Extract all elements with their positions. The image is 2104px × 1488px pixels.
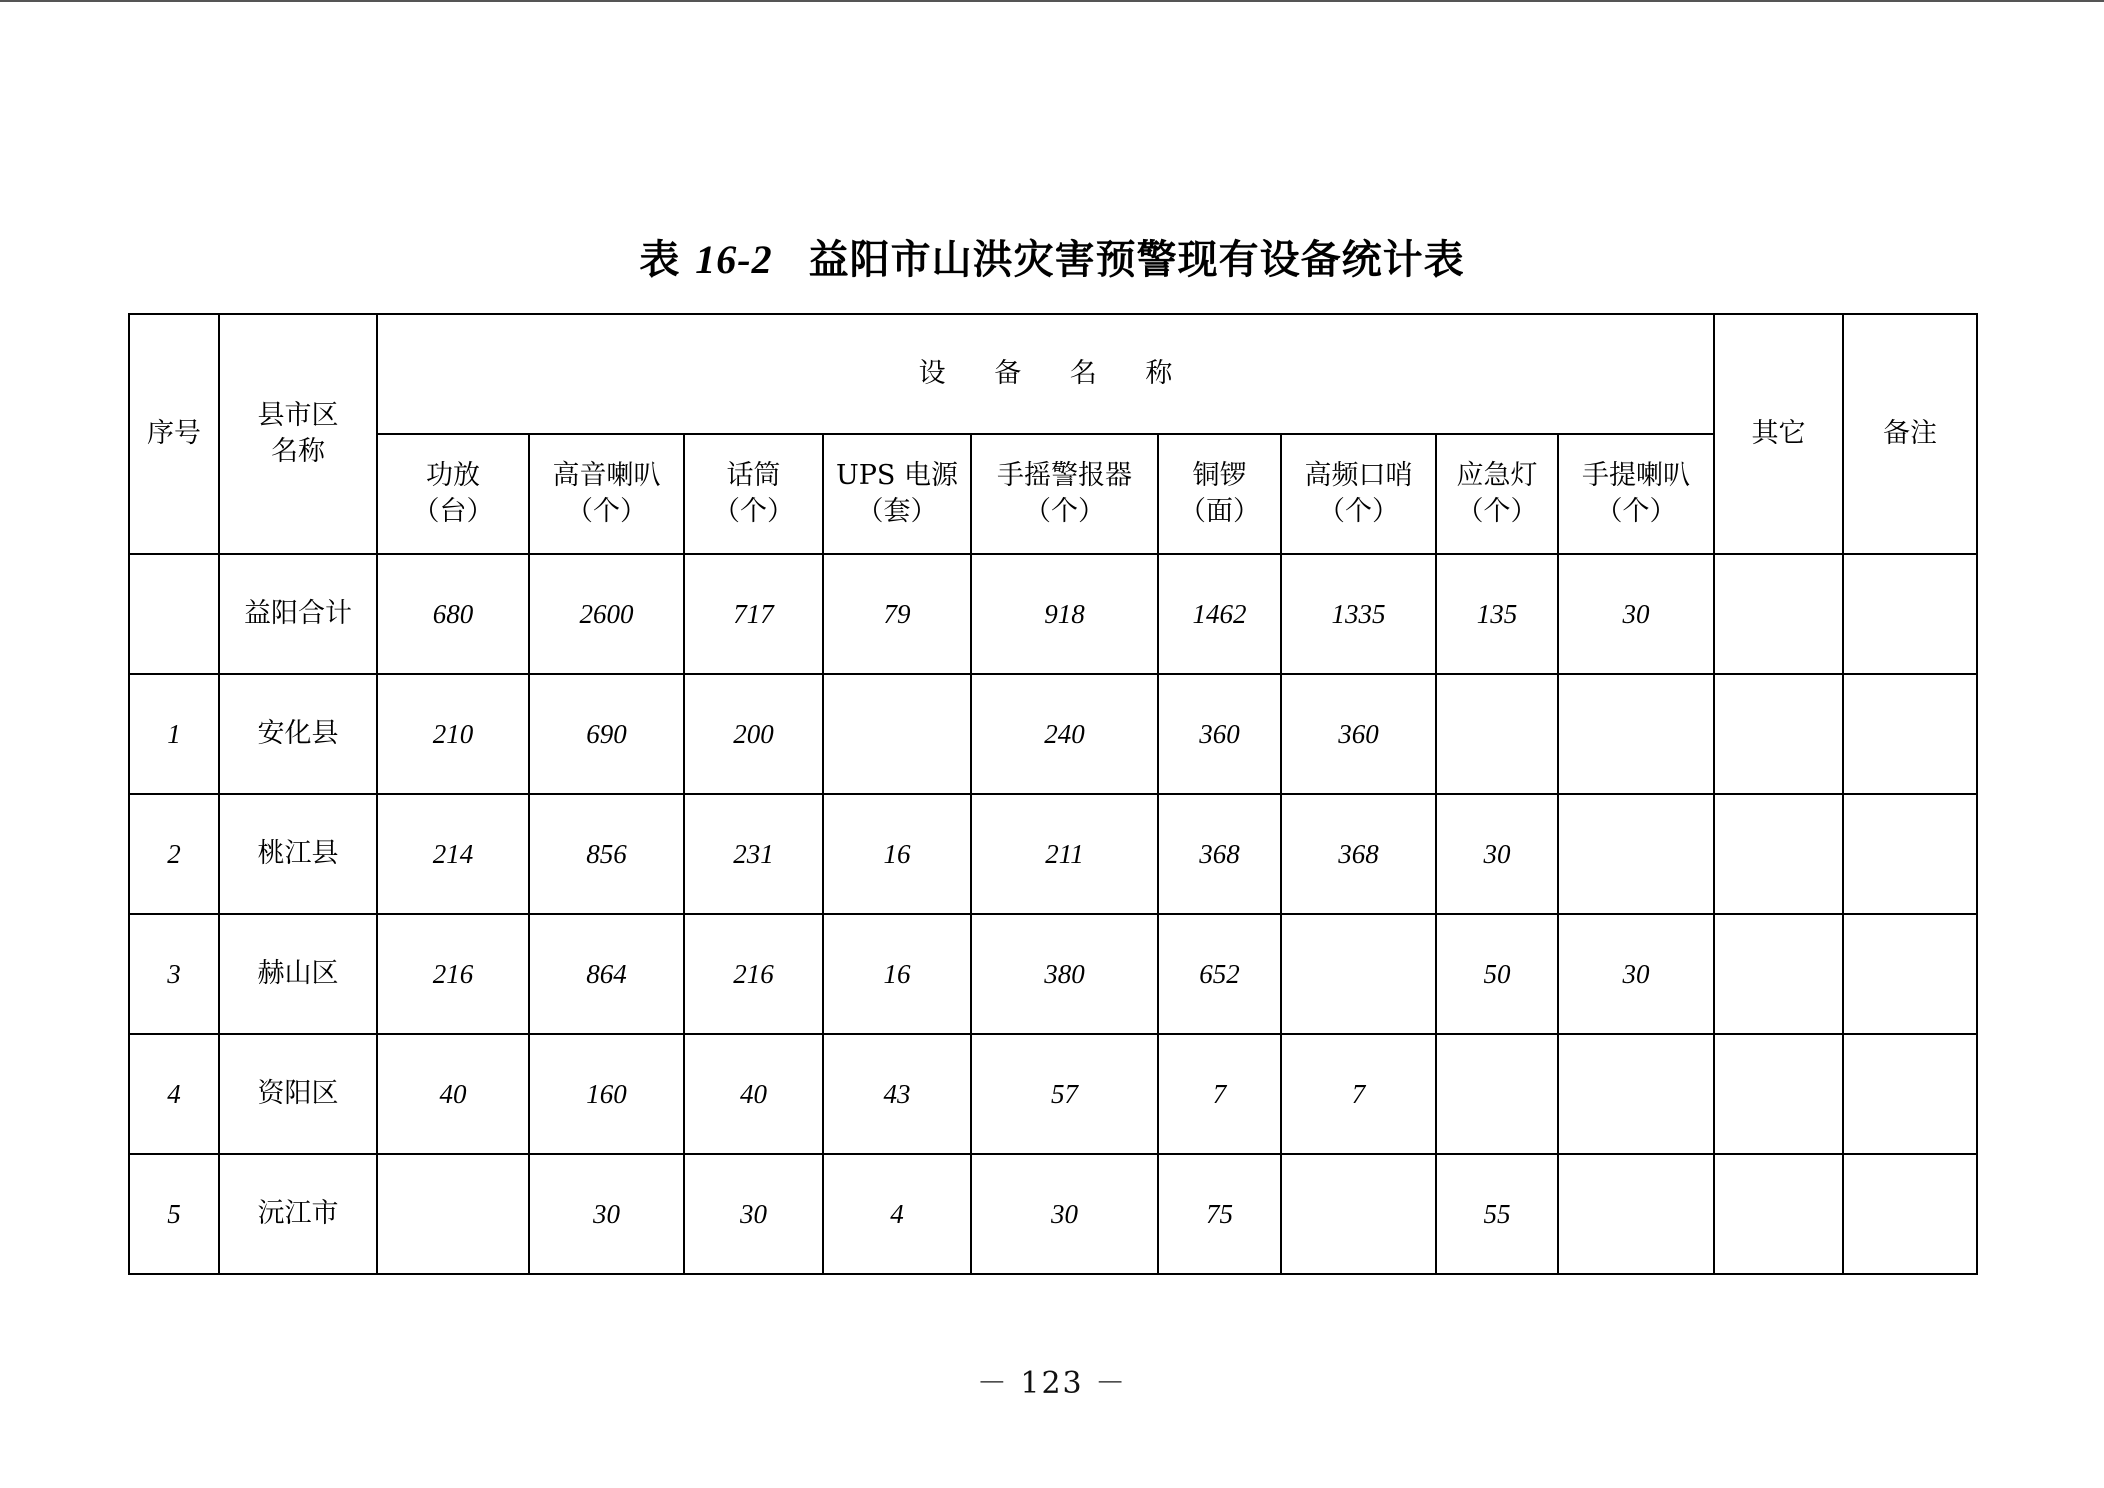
row-value-cell: 240 [971,674,1158,794]
table-row [129,1154,1977,1274]
equipment-name: 铜锣 [1192,460,1247,491]
row-value-cell: 50 [1436,914,1558,1034]
row-value-cell: 40 [684,1034,823,1154]
equipment-name: UPS 电源 [835,460,958,491]
table-title [0,228,2104,285]
row-value-cell: 30 [1558,914,1714,1034]
row-value-cell: 216 [684,914,823,1034]
row-value-cell: 360 [1281,674,1436,794]
row-value-cell: 690 [529,674,684,794]
row-value-cell [1281,1154,1436,1274]
row-seq: 5 [129,1154,219,1274]
table-row [129,554,1977,674]
row-value-cell: 57 [971,1034,1158,1154]
row-value-cell [377,1154,529,1274]
equipment-unit: （个） [1024,496,1105,527]
table-row [129,794,1977,914]
row-county-name: 安化县 [219,674,377,794]
row-value-cell: 1335 [1281,554,1436,674]
header-remark: 备注 [1843,314,1977,554]
row-value-cell: 1462 [1158,554,1281,674]
row-value-cell: 717 [684,554,823,674]
row-remark [1843,1034,1977,1154]
table-row [129,674,1977,794]
row-remark [1843,674,1977,794]
row-value-cell: 380 [971,914,1158,1034]
row-county-name: 资阳区 [219,1034,377,1154]
row-value-cell: 160 [529,1034,684,1154]
row-value-cell: 360 [1158,674,1281,794]
equipment-unit: （套） [856,496,938,527]
equipment-name: 高频口哨 [1304,460,1413,491]
row-other [1714,914,1843,1034]
row-value-cell: 211 [971,794,1158,914]
header-seq: 序号 [129,314,219,554]
header-other: 其它 [1714,314,1843,554]
row-value-cell: 200 [684,674,823,794]
table-body [129,554,1977,1274]
row-county-name: 益阳合计 [219,554,377,674]
row-seq: 3 [129,914,219,1034]
equipment-name: 功放 [426,460,480,491]
header-row-1 [129,314,1977,434]
row-value-cell [1436,674,1558,794]
equipment-unit: （个） [1456,496,1538,527]
row-seq: 4 [129,1034,219,1154]
row-seq [129,554,219,674]
row-value-cell [1558,1034,1714,1154]
row-value-cell: 30 [1558,554,1714,674]
row-value-cell: 30 [529,1154,684,1274]
header-row-2 [129,434,1977,554]
row-value-cell: 864 [529,914,684,1034]
row-value-cell: 368 [1281,794,1436,914]
equipment-unit: （台） [412,496,494,527]
row-value-cell: 216 [377,914,529,1034]
row-county-name: 赫山区 [219,914,377,1034]
row-value-cell: 4 [823,1154,971,1274]
row-value-cell: 231 [684,794,823,914]
row-value-cell: 16 [823,794,971,914]
row-value-cell: 7 [1281,1034,1436,1154]
equipment-statistics-table [128,313,1978,1275]
row-remark [1843,914,1977,1034]
row-value-cell [1558,794,1714,914]
header-county-line2: 名称 [271,436,325,467]
row-value-cell: 135 [1436,554,1558,674]
row-other [1714,554,1843,674]
row-county-name: 沅江市 [219,1154,377,1274]
row-value-cell [1281,914,1436,1034]
table-row [129,914,1977,1034]
row-value-cell: 7 [1158,1034,1281,1154]
row-value-cell [1436,1034,1558,1154]
row-value-cell: 30 [1436,794,1558,914]
title-prefix: 表 [639,236,681,283]
header-county-line1: 县市区 [257,400,339,431]
row-other [1714,1034,1843,1154]
header-equipment-7 [1281,434,1436,554]
header-equipment-4 [823,434,971,554]
title-text: 益阳市山洪灾害预警现有设备统计表 [808,236,1465,283]
equipment-unit: （个） [713,496,794,527]
header-equipment-9 [1558,434,1714,554]
row-value-cell: 210 [377,674,529,794]
header-county [219,314,377,554]
row-value-cell: 918 [971,554,1158,674]
row-value-cell [823,674,971,794]
row-other [1714,794,1843,914]
row-value-cell: 680 [377,554,529,674]
row-value-cell: 75 [1158,1154,1281,1274]
row-other [1714,674,1843,794]
header-equipment-5 [971,434,1158,554]
equipment-name: 应急灯 [1456,460,1538,491]
row-value-cell: 16 [823,914,971,1034]
equipment-name: 话筒 [726,460,781,491]
row-value-cell: 368 [1158,794,1281,914]
equipment-unit: （个） [1595,496,1677,527]
row-value-cell: 856 [529,794,684,914]
row-value-cell: 652 [1158,914,1281,1034]
row-value-cell: 30 [684,1154,823,1274]
row-value-cell: 30 [971,1154,1158,1274]
row-remark [1843,554,1977,674]
row-value-cell: 214 [377,794,529,914]
equipment-name: 高音喇叭 [552,460,661,491]
row-seq: 1 [129,674,219,794]
row-seq: 2 [129,794,219,914]
row-other [1714,1154,1843,1274]
header-equipment-8 [1436,434,1558,554]
row-value-cell: 55 [1436,1154,1558,1274]
table-row [129,1034,1977,1154]
row-remark [1843,794,1977,914]
header-equipment-group: 设 备 名 称 [377,314,1714,434]
page-number: － 123 － [976,1366,1128,1401]
row-value-cell: 40 [377,1034,529,1154]
row-value-cell: 2600 [529,554,684,674]
equipment-name: 手提喇叭 [1582,460,1690,491]
equipment-unit: （个） [1318,496,1399,527]
row-value-cell [1558,1154,1714,1274]
equipment-unit: （个） [566,496,647,527]
header-equipment-2 [529,434,684,554]
row-remark [1843,1154,1977,1274]
header-equipment-1 [377,434,529,554]
header-equipment-3 [684,434,823,554]
row-county-name: 桃江县 [219,794,377,914]
title-number: 16-2 [695,237,773,282]
equipment-unit: （面） [1179,496,1260,527]
row-value-cell: 79 [823,554,971,674]
header-equipment-6 [1158,434,1281,554]
top-border-line [0,0,2104,2]
equipment-name: 手摇警报器 [997,460,1132,491]
row-value-cell [1558,674,1714,794]
row-value-cell: 43 [823,1034,971,1154]
